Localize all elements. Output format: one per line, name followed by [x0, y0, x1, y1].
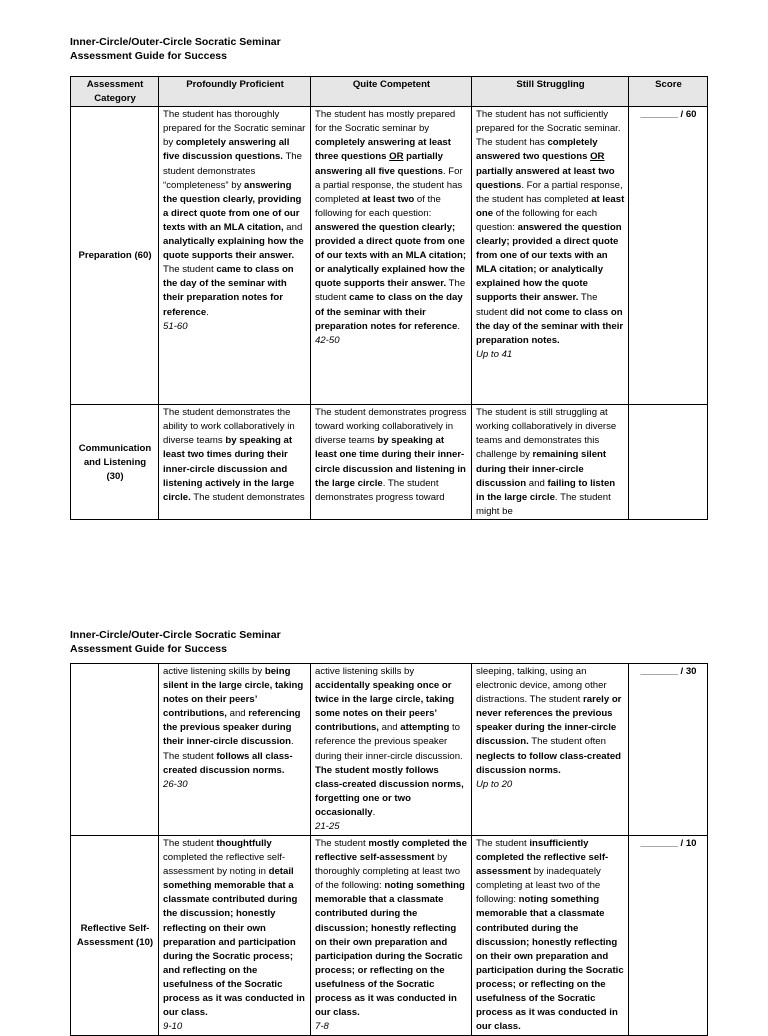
header-still-struggling: Still Struggling [472, 77, 629, 107]
category-empty [71, 664, 159, 836]
score-range: 9-10 [163, 1021, 183, 1033]
header-score: Score [629, 77, 708, 107]
document-title: Inner-Circle/Outer-Circle Socratic Seminar [70, 629, 281, 641]
communication-struggling-cell-continued: sleeping, talking, using an electronic device, among other distractions. The student rarely or never references the previous speaker during the inner-circle discussion. The student often neglects to follow class-created discussion norms. Up to 20 [472, 664, 629, 836]
score-range: 51-60 [163, 320, 188, 332]
page2-title-block [70, 628, 281, 656]
score-communication: _______ / 30 [629, 664, 708, 836]
communication-proficient-cell: The student demonstrates the ability to work collaboratively in diverse teams by speaking at least two times during their inner-circle discussion and listening actively in the large circle. The student demonstrates [159, 405, 311, 520]
reflective-competent-cell: The student mostly completed the reflective self-assessment by thoroughly completing at least two of the following: noting something memorable that a classmate contributed during the discussion; honestly reflecting on their own preparation and participation during the Socratic process; or reflecting on the usefulness of the Socratic process as it was conducted in our class. 7-8 [311, 836, 472, 1036]
score-range: Up to 20 [476, 778, 513, 790]
page1-title-block [70, 35, 281, 63]
communication-proficient-cell-continued: active listening skills by being silent in the large circle, taking notes on their peers’ contributions, and referencing the previous speaker during their inner-circle discussion. The student follows all class-created discussion norms. 26-30 [159, 664, 311, 836]
table-row-communication [71, 405, 708, 520]
header-row [71, 77, 708, 107]
score-preparation: _______ / 60 [629, 107, 708, 405]
header-quite-competent: Quite Competent [311, 77, 472, 107]
score-range: 21-25 [315, 821, 340, 833]
score-communication-empty [629, 405, 708, 520]
preparation-proficient-cell: The student has thoroughly prepared for the Socratic seminar by completely answering all five discussion questions. The student demonstrates “completeness” by answering the question clearly, providing a direct quote from one of our texts with an MLA citation, and analytically explaining how the quote supports their answer. The student came to class on the day of the seminar with their preparation notes for reference. 51-60 [159, 107, 311, 405]
header-profoundly-proficient: Profoundly Proficient [159, 77, 311, 107]
score-range: Up to 41 [476, 348, 513, 360]
communication-competent-cell: The student demonstrates progress toward working collaboratively in diverse teams by speaking at least one time during their inner-circle discussion and listening in the large circle. The student demonstrates progress toward [311, 405, 472, 520]
communication-competent-cell-continued: active listening skills by accidentally speaking once or twice in the large circle, taking some notes on their peers’ contributions, and attempting to reference the previous speaker during their inner-circle discussion. The student mostly follows class-created discussion norms, forgetting one or two occasionally. 21-25 [311, 664, 472, 836]
header-assessment-category: Assessment Category [71, 77, 159, 107]
score-range: 42-50 [315, 334, 340, 346]
table-row-preparation [71, 107, 708, 405]
document-subtitle: Assessment Guide for Success [70, 50, 227, 62]
communication-struggling-cell: The student is still struggling at working collaboratively in diverse teams and demonstrates this challenge by remaining silent during their inner-circle discussion and failing to listen in the large circle. The student might be [472, 405, 629, 520]
rubric-table-page1 [70, 76, 708, 520]
category-communication: Communication and Listening (30) [71, 405, 159, 520]
score-reflective: _______ / 10 [629, 836, 708, 1036]
score-range: 7-8 [315, 1021, 329, 1033]
document-subtitle: Assessment Guide for Success [70, 643, 227, 655]
table-row-reflective [71, 836, 708, 1036]
reflective-proficient-cell: The student thoughtfully completed the reflective self-assessment by noting in detail something memorable that a classmate contributed during the discussion; honestly reflecting on their own preparation and participation during the Socratic process; and reflecting on the usefulness of the Socratic process as it was conducted in our class. 9-10 [159, 836, 311, 1036]
rubric-table-page2 [70, 663, 708, 1036]
score-range: 26-30 [163, 778, 188, 790]
category-reflective: Reflective Self-Assessment (10) [71, 836, 159, 1036]
reflective-struggling-cell: The student insufficiently completed the reflective self-assessment by inadequately completing at least two of the following: noting something memorable that a classmate contributed during the discussion; honestly reflecting on their own preparation and participation during the Socratic process; or reflecting on the usefulness of the Socratic process as it was conducted in our class. [472, 836, 629, 1036]
category-preparation: Preparation (60) [71, 107, 159, 405]
table-row-communication-continued [71, 664, 708, 836]
document-title: Inner-Circle/Outer-Circle Socratic Seminar [70, 36, 281, 48]
preparation-competent-cell: The student has mostly prepared for the Socratic seminar by completely answering at least three questions OR partially answering all five questions. For a partial response, the student has completed at least two of the following for each question: answered the question clearly; provided a direct quote from one of our texts with an MLA citation; or analytically explained how the quote supports their answer. The student came to class on the day of the seminar with their preparation notes for reference. 42-50 [311, 107, 472, 405]
preparation-struggling-cell: The student has not sufficiently prepared for the Socratic seminar. The student has completely answered two questions OR partially answered at least two questions. For a partial response, the student has completed at least one of the following for each question: answered the question clearly; provided a direct quote from one of our texts with an MLA citation; or analytically explained how the quote supports their answer. The student did not come to class on the day of the seminar with their preparation notes. Up to 41 [472, 107, 629, 405]
